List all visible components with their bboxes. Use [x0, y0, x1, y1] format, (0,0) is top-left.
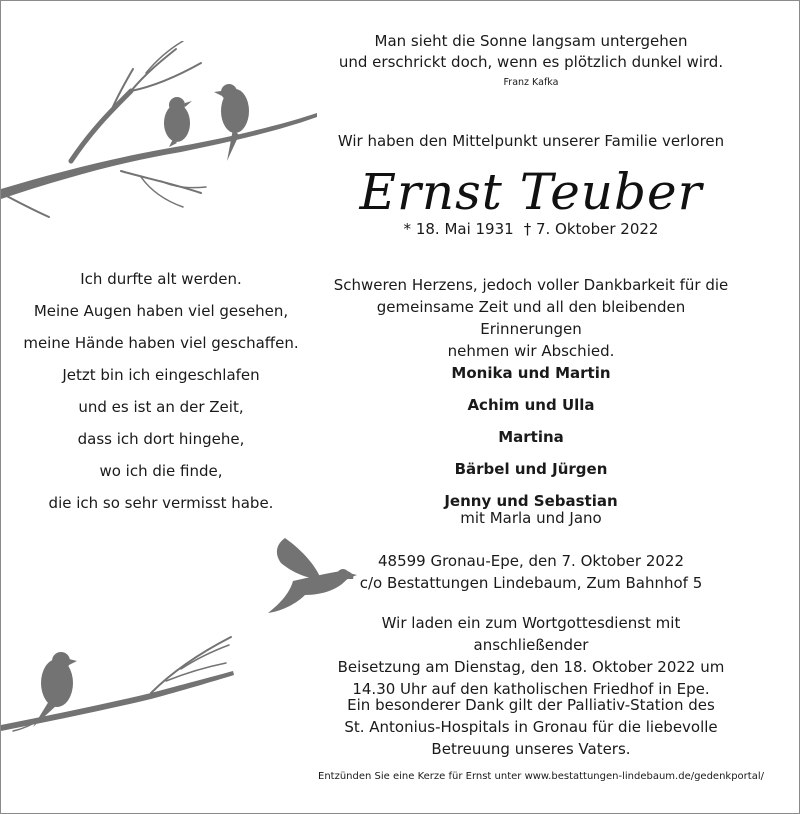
family-member: Martina [498, 428, 564, 446]
special-thanks-line: St. Antonius-Hospitals in Gronau für die liebevolle [344, 718, 718, 736]
service-line: Wir laden ein zum Wortgottesdienst mit anschließender [381, 614, 681, 654]
family-member: Achim und Ulla [467, 396, 595, 414]
branch-with-bird-icon [1, 633, 241, 733]
family-members [331, 357, 731, 527]
birth-date: * 18. Mai 1931 [403, 220, 514, 238]
family-member: Monika und Martin [451, 364, 611, 382]
farewell-paragraph [331, 274, 731, 362]
family-member: Jenny und Sebastian [444, 492, 618, 510]
death-date: † 7. Oktober 2022 [523, 220, 659, 238]
poem-line: Ich durfte alt werden. [80, 270, 242, 288]
deceased-name: Ernst Teuber [359, 163, 703, 221]
poem-line: dass ich dort hingehe, [77, 430, 245, 448]
poem-line: wo ich die finde, [99, 462, 223, 480]
service-line: Beisetzung am Dienstag, den 18. Oktober 2022 um [337, 658, 725, 676]
kafka-quote [331, 31, 731, 73]
grandchildren: mit Marla und Jano [460, 509, 602, 527]
branch-with-two-birds-icon [1, 41, 321, 221]
poem-line: die ich so sehr vermisst habe. [48, 494, 274, 512]
farewell-line: Schweren Herzens, jedoch voller Dankbarkeit für die [333, 276, 729, 294]
poem [21, 263, 301, 519]
poem-line: Meine Augen haben viel gesehen, [33, 302, 289, 320]
service-line: 14.30 Uhr auf den katholischen Friedhof in Epe. [352, 680, 710, 698]
life-dates [331, 220, 731, 238]
farewell-line: gemeinsame Zeit und all den bleibenden Erinnerungen [376, 298, 686, 338]
quote-author: Franz Kafka [503, 77, 559, 88]
poem-line: und es ist an der Zeit, [78, 398, 244, 416]
place-line: 48599 Gronau-Epe, den 7. Oktober 2022 [377, 552, 685, 570]
lead-text: Wir haben den Mittelpunkt unserer Familie verloren [337, 132, 725, 150]
memorial-portal-link[interactable]: Entzünden Sie eine Kerze für Ernst unter www.bestattungen-lindebaum.de/gedenkportal/ [318, 771, 764, 782]
special-thanks [331, 694, 731, 760]
place-line: c/o Bestattungen Lindebaum, Zum Bahnhof 5 [359, 574, 703, 592]
place-and-date [331, 550, 731, 594]
service-info [331, 612, 731, 700]
quote-line-1: Man sieht die Sonne langsam untergehen [374, 32, 688, 50]
quote-line-2: und erschrickt doch, wenn es plötzlich dunkel wird. [338, 53, 724, 71]
poem-line: meine Hände haben viel geschaffen. [23, 334, 299, 352]
farewell-line: nehmen wir Abschied. [447, 342, 615, 360]
poem-line: Jetzt bin ich eingeschlafen [62, 366, 260, 384]
special-thanks-line: Betreuung unseres Vaters. [431, 740, 631, 758]
family-member: Bärbel und Jürgen [454, 460, 608, 478]
special-thanks-line: Ein besonderer Dank gilt der Palliativ-Station des [347, 696, 715, 714]
